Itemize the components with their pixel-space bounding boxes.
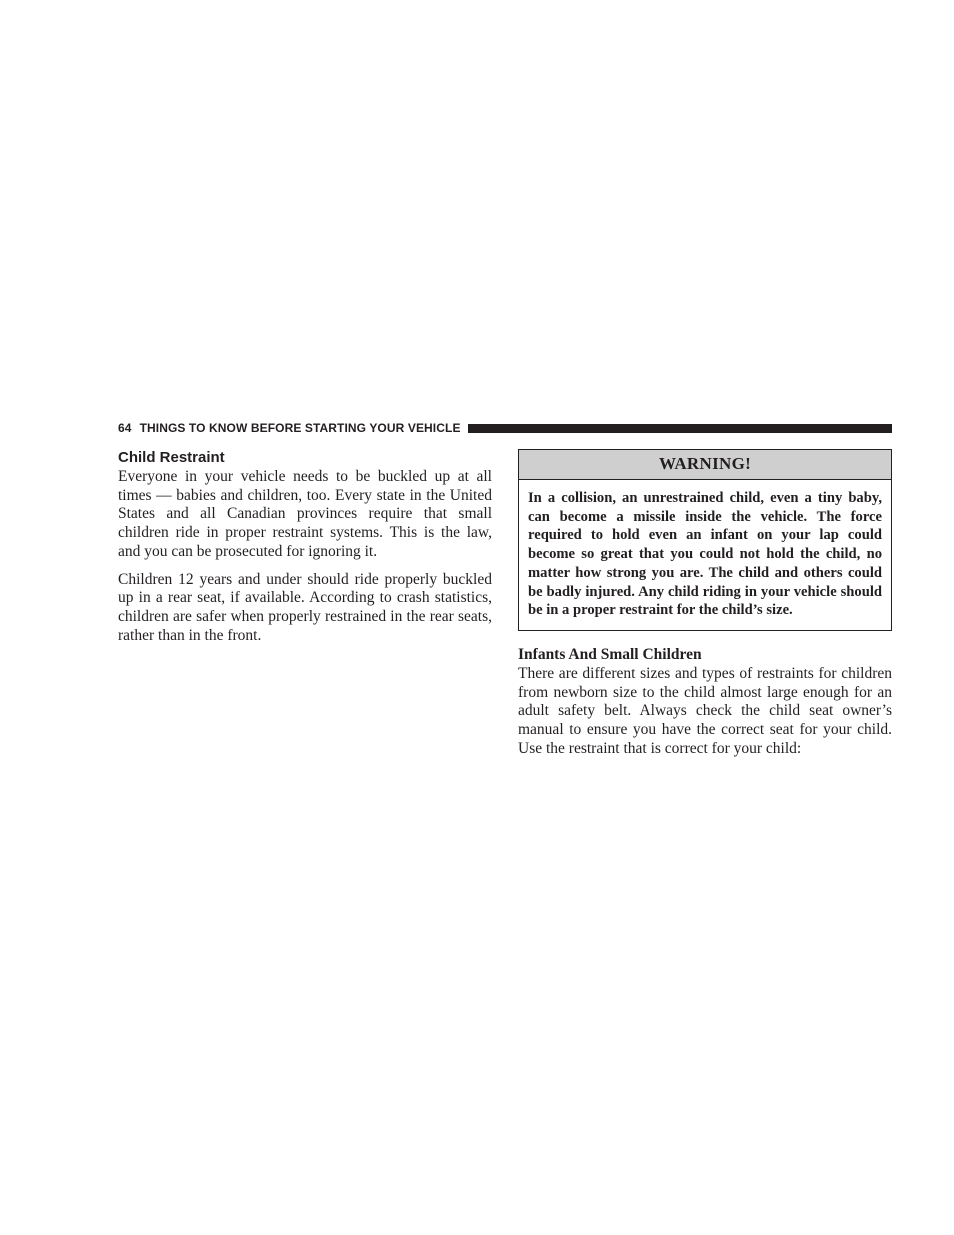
header-rule [468,424,892,433]
section-heading-child-restraint: Child Restraint [118,449,225,466]
warning-box [518,449,892,631]
page-number: 64 [118,421,132,435]
warning-text: In a collision, an unrestrained child, even a tiny baby, can become a missile inside the vehicle. The force required to hold even an infant on your lap could become so great that you could not hold the child, no matter how strong you are. The child and others could be badly injured. Any child riding in your vehicle should be in a proper restraint for the child’s size. [528,490,882,619]
right-column [518,449,892,758]
infants-section [518,645,892,759]
left-column [118,448,492,645]
paragraph-rear-seat: Children 12 years and under should ride properly buckled up in a rear seat, if available. According to crash statistics, children are safer when properly restrained in the rear seats, rather than in the front. [118,570,492,644]
running-header [118,420,892,436]
header-text [118,420,461,436]
paragraph-buckle-up: Everyone in your vehicle needs to be buckled up at all times — babies and children, too. Every state in the United States and all Canadian provinces require that small children ride in proper restraint systems. This is the law, and you can be prosecuted for ignoring it. [118,468,492,560]
warning-title: WARNING! [519,450,891,480]
running-title: THINGS TO KNOW BEFORE STARTING YOUR VEHICLE [139,421,461,435]
paragraph-restraint-types: There are different sizes and types of restraints for children from newborn size to the child almost large enough for an adult safety belt. Always check the child seat owner’s manual to ensure you have the correct seat for your child. Use the restraint that is correct for your child: [518,664,892,757]
section-heading-infants: Infants And Small Children [518,645,702,663]
